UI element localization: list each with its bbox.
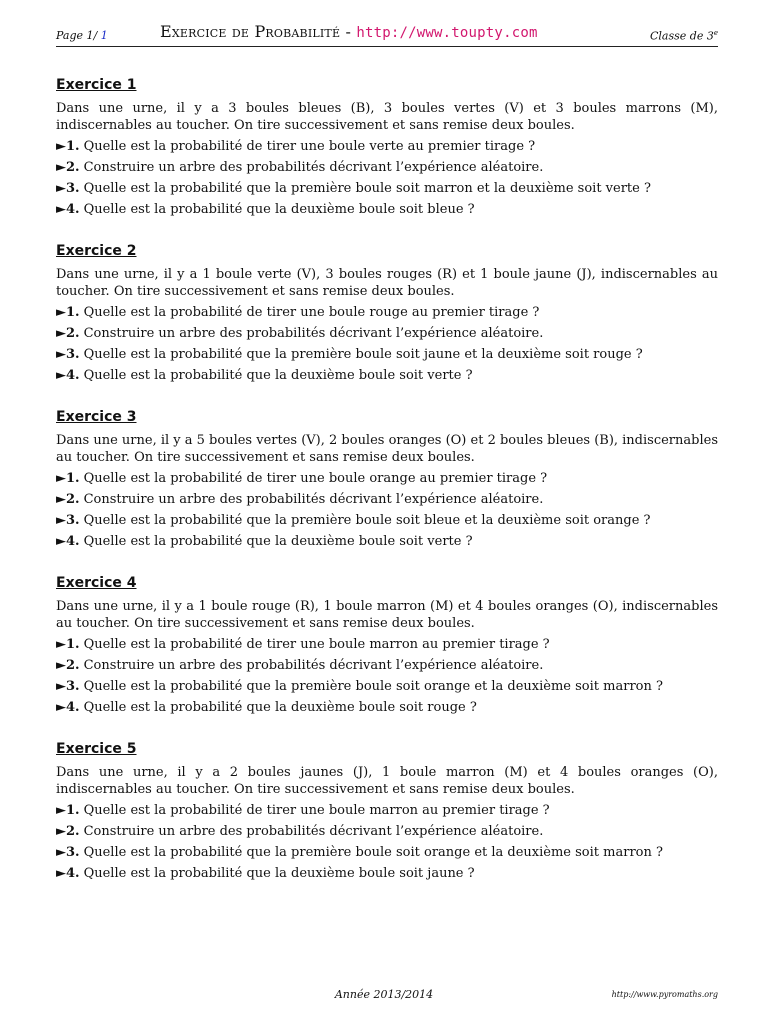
question-number: ►3. (56, 181, 80, 196)
title-url-link[interactable]: http://www.toupty.com (356, 25, 538, 41)
exercise-5 (56, 738, 718, 904)
question-list (56, 302, 718, 386)
question-text: Quelle est la probabilité que la première boule soit marron et la deuxième soit verte ? (83, 181, 651, 196)
question-number: ►4. (56, 202, 80, 217)
question-number: ►2. (56, 824, 80, 839)
exercise-title: Exercice 2 (56, 243, 137, 259)
question-text: Construire un arbre des probabilités décrivant l’expérience aléatoire. (83, 492, 544, 507)
question-item (56, 323, 718, 344)
exercise-intro: Dans une urne, il y a 1 boule verte (V), 3 boules rouges (R) et 1 boule jaune (J), indiscernables au toucher. On tire successivement et sans remise deux boules. (56, 267, 718, 299)
class-label-sup: e (713, 29, 718, 37)
question-item (56, 697, 718, 718)
question-number: ►3. (56, 679, 80, 694)
question-text: Quelle est la probabilité que la deuxième boule soit jaune ? (83, 866, 475, 881)
question-item (56, 489, 718, 510)
question-text: Construire un arbre des probabilités décrivant l’expérience aléatoire. (83, 658, 544, 673)
question-number: ►1. (56, 139, 80, 154)
question-item (56, 344, 718, 365)
question-text: Quelle est la probabilité que la deuxième boule soit verte ? (83, 368, 473, 383)
question-item (56, 468, 718, 489)
page-number (56, 29, 108, 42)
title-text: Exercice de Probabilité - (160, 22, 357, 41)
question-number: ►1. (56, 305, 80, 320)
question-number: ►3. (56, 513, 80, 528)
question-text: Quelle est la probabilité que la première boule soit orange et la deuxième soit marron ? (83, 679, 663, 694)
class-label-text: Classe de 3 (650, 29, 714, 43)
question-item (56, 676, 718, 697)
footer-year: Année 2013/2014 (334, 988, 434, 1001)
question-item (56, 178, 718, 199)
exercise-list (56, 74, 718, 904)
question-number: ►4. (56, 866, 80, 881)
question-item (56, 655, 718, 676)
exercise-4 (56, 572, 718, 738)
question-list (56, 468, 718, 552)
question-number: ►1. (56, 471, 80, 486)
exercise-intro: Dans une urne, il y a 5 boules vertes (V), 2 boules oranges (O) et 2 boules bleues (B), indiscernables au toucher. On tire successivement et sans remise deux boules. (56, 433, 718, 465)
question-text: Quelle est la probabilité que la première boule soit jaune et la deuxième soit rouge ? (83, 347, 643, 362)
question-text: Quelle est la probabilité de tirer une boule rouge au premier tirage ? (83, 305, 540, 320)
question-item (56, 199, 718, 220)
question-text: Quelle est la probabilité que la deuxième boule soit rouge ? (83, 700, 477, 715)
exercise-intro: Dans une urne, il y a 1 boule rouge (R), 1 boule marron (M) et 4 boules oranges (O), indiscernables au toucher. On tire successivement et sans remise deux boules. (56, 599, 718, 631)
question-number: ►4. (56, 368, 80, 383)
question-text: Quelle est la probabilité de tirer une boule verte au premier tirage ? (83, 139, 536, 154)
exercise-2 (56, 240, 718, 406)
exercise-intro: Dans une urne, il y a 3 boules bleues (B), 3 boules vertes (V) et 3 boules marrons (M), indiscernables au toucher. On tire successivement et sans remise deux boules. (56, 101, 718, 133)
class-label (650, 29, 718, 43)
question-number: ►4. (56, 700, 80, 715)
page-header (56, 22, 718, 47)
question-item (56, 157, 718, 178)
exercise-intro: Dans une urne, il y a 2 boules jaunes (J), 1 boule marron (M) et 4 boules oranges (O), indiscernables au toucher. On tire successivement et sans remise deux boules. (56, 765, 718, 797)
question-number: ►2. (56, 160, 80, 175)
question-text: Construire un arbre des probabilités décrivant l’expérience aléatoire. (83, 824, 544, 839)
question-item (56, 136, 718, 157)
question-item (56, 863, 718, 884)
exercise-1 (56, 74, 718, 240)
question-text: Quelle est la probabilité que la deuxième boule soit verte ? (83, 534, 473, 549)
footer-url-link[interactable]: http://www.pyromaths.org (611, 990, 718, 999)
question-number: ►2. (56, 492, 80, 507)
question-text: Quelle est la probabilité de tirer une boule marron au premier tirage ? (83, 803, 550, 818)
question-item (56, 365, 718, 386)
question-text: Construire un arbre des probabilités décrivant l’expérience aléatoire. (83, 326, 544, 341)
exercise-title: Exercice 1 (56, 77, 137, 93)
question-number: ►1. (56, 637, 80, 652)
question-number: ►4. (56, 534, 80, 549)
question-item (56, 842, 718, 863)
question-text: Construire un arbre des probabilités décrivant l’expérience aléatoire. (83, 160, 544, 175)
page-total-link[interactable]: 1 (100, 29, 108, 42)
question-list (56, 800, 718, 884)
exercise-title: Exercice 4 (56, 575, 137, 591)
exercise-title: Exercice 5 (56, 741, 137, 757)
question-number: ►3. (56, 347, 80, 362)
question-item (56, 634, 718, 655)
question-number: ►2. (56, 326, 80, 341)
exercise-title: Exercice 3 (56, 409, 137, 425)
page-label: Page 1/ (56, 29, 98, 42)
question-number: ►1. (56, 803, 80, 818)
question-text: Quelle est la probabilité de tirer une boule marron au premier tirage ? (83, 637, 550, 652)
question-item (56, 531, 718, 552)
question-number: ►3. (56, 845, 80, 860)
question-item (56, 821, 718, 842)
document-title (160, 22, 538, 41)
question-text: Quelle est la probabilité que la deuxième boule soit bleue ? (83, 202, 475, 217)
question-item (56, 800, 718, 821)
question-list (56, 136, 718, 220)
question-text: Quelle est la probabilité que la première boule soit bleue et la deuxième soit orange ? (83, 513, 651, 528)
question-text: Quelle est la probabilité que la première boule soit orange et la deuxième soit marron ? (83, 845, 663, 860)
question-item (56, 302, 718, 323)
question-text: Quelle est la probabilité de tirer une boule orange au premier tirage ? (83, 471, 548, 486)
exercise-3 (56, 406, 718, 572)
question-number: ►2. (56, 658, 80, 673)
question-list (56, 634, 718, 718)
question-item (56, 510, 718, 531)
